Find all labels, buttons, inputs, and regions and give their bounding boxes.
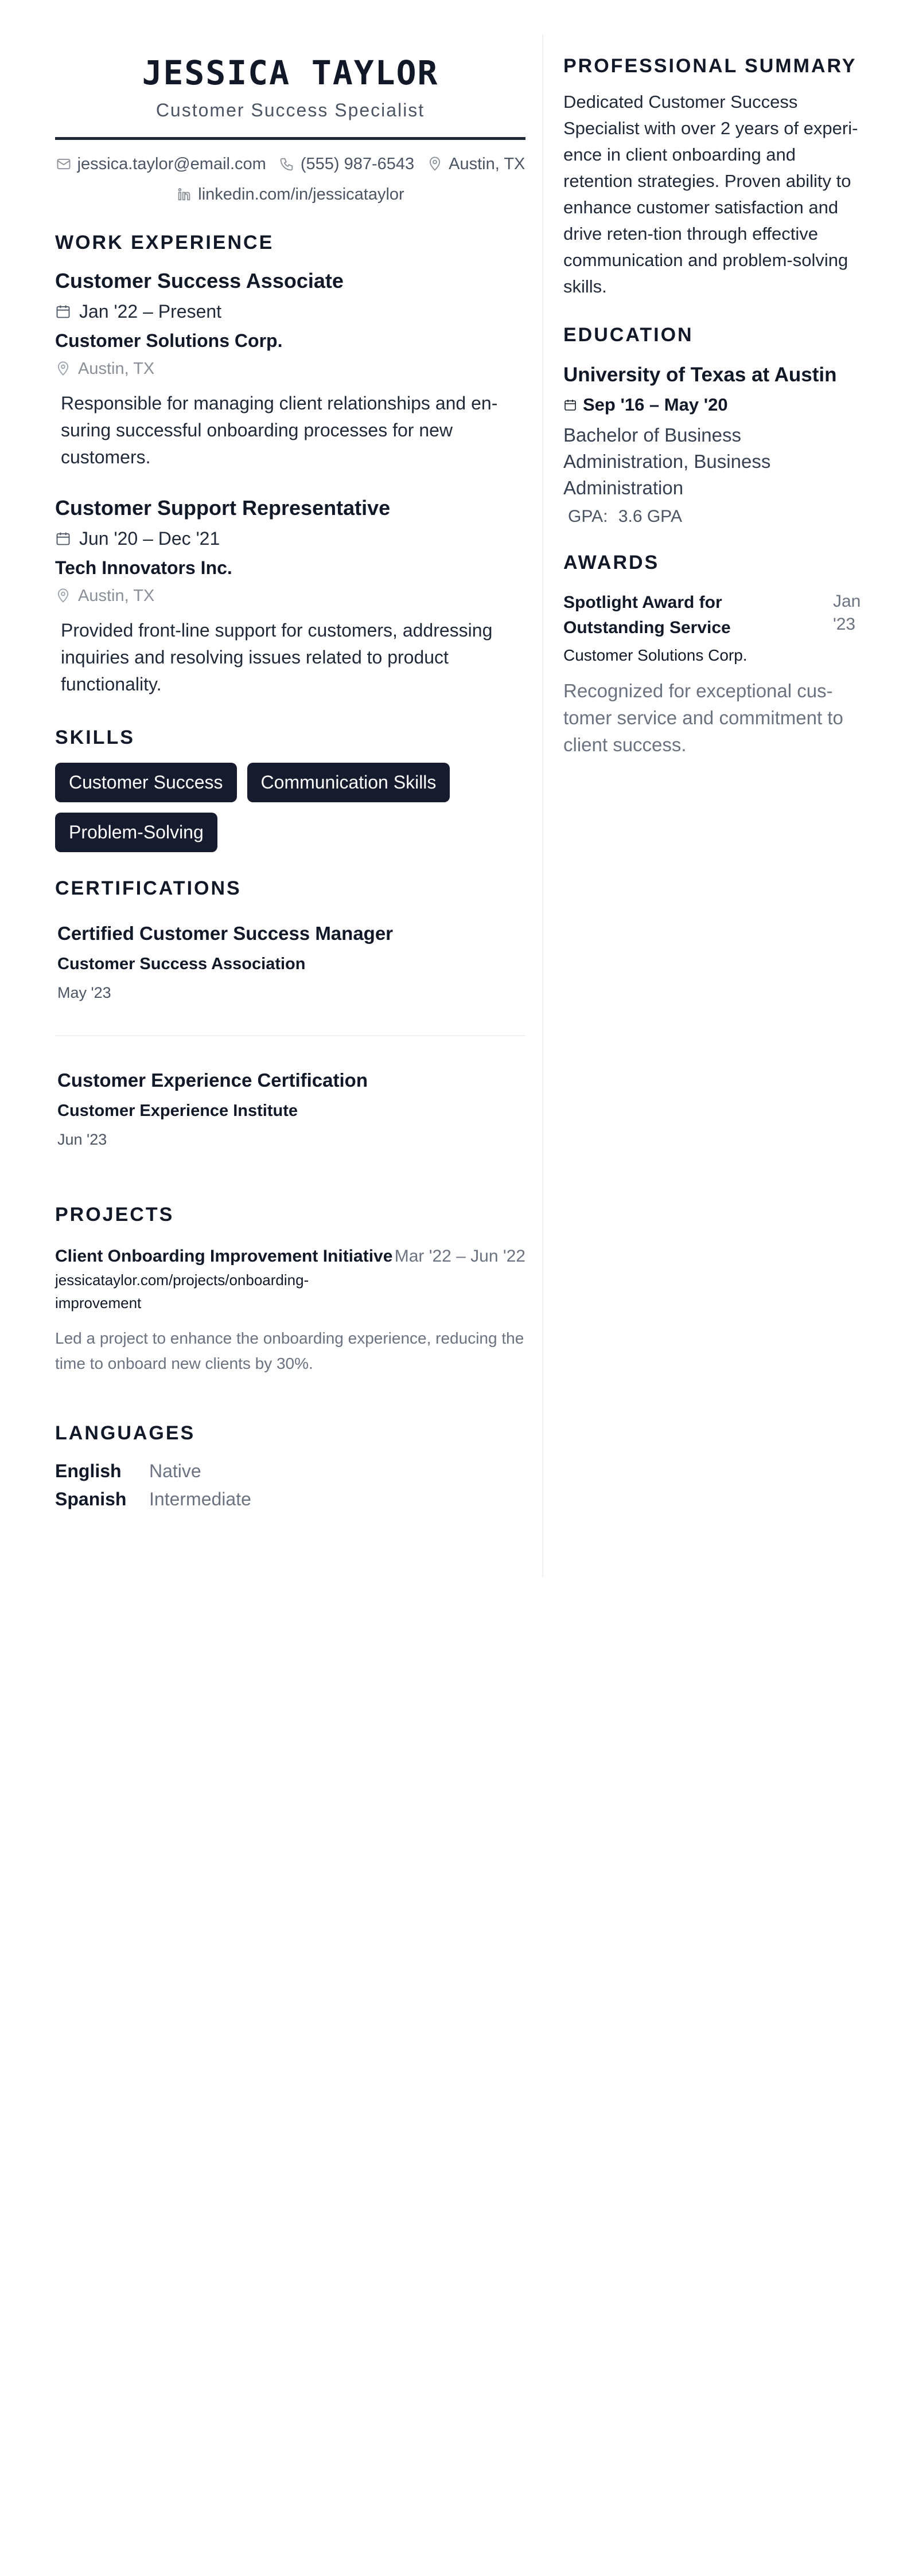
project-description: Led a project to enhance the onboarding experience, reducing the time to onboard new clients by 30%. xyxy=(55,1329,524,1372)
job-location-row xyxy=(55,587,525,606)
awards-title: AWARDS xyxy=(563,552,660,573)
skills-list xyxy=(55,763,525,852)
job-dates-row xyxy=(55,301,525,322)
skills-title: SKILLS xyxy=(55,726,135,748)
award-date: Jan '23 xyxy=(833,592,861,634)
job-dates-row xyxy=(55,528,525,549)
project-header xyxy=(55,1247,525,1266)
job-location: Austin, TX xyxy=(78,359,155,378)
phone-icon xyxy=(279,156,295,172)
linkedin-text: linkedin.com/in/jessicataylor xyxy=(198,185,404,204)
candidate-role: Customer Success Specialist xyxy=(155,99,425,120)
award-name: Spotlight Award for Outstanding Service xyxy=(563,593,731,637)
award-org: Customer Solutions Corp. xyxy=(563,646,748,664)
job-item xyxy=(55,496,525,698)
work-title: WORK EXPERIENCE xyxy=(55,231,274,253)
candidate-name: JESSICA TAYLOR xyxy=(142,53,439,92)
map-pin-icon xyxy=(55,361,71,377)
language-row xyxy=(55,1489,525,1510)
calendar-icon xyxy=(55,303,71,319)
cert-name: Customer Experience Certification xyxy=(57,1069,368,1091)
column-divider xyxy=(542,34,543,1577)
job-location: Austin, TX xyxy=(78,586,155,605)
language-row xyxy=(55,1461,525,1482)
contact-email[interactable] xyxy=(56,155,266,174)
cert-item xyxy=(55,923,525,1002)
summary-title: PROFESSIONAL SUMMARY xyxy=(563,55,857,77)
education-dates: Sep '16 – May '20 xyxy=(583,395,728,415)
skill-chip: Problem-Solving xyxy=(55,813,217,852)
contact-row-2 xyxy=(55,185,525,204)
summary-section xyxy=(563,55,867,300)
job-item xyxy=(55,269,525,471)
left-column xyxy=(55,34,525,1510)
job-location-row xyxy=(55,360,525,378)
map-pin-icon xyxy=(427,156,443,172)
cert-divider xyxy=(55,1035,525,1036)
job-dates: Jun '20 – Dec '21 xyxy=(79,528,220,549)
education-title: EDUCATION xyxy=(563,324,694,346)
cert-org: Customer Experience Institute xyxy=(57,1101,298,1120)
location-text: Austin, TX xyxy=(449,154,525,173)
work-section xyxy=(55,232,525,698)
contact-phone[interactable] xyxy=(279,155,414,174)
summary-text: Dedicated Customer Success Specialist with over 2 years of experi-ence in client onboarding and retention strategies. Proven ability to enhance customer satisfaction and drive reten-tion through effective communication and problem-solving skills. xyxy=(563,92,858,296)
languages-title: LANGUAGES xyxy=(55,1422,196,1444)
job-title: Customer Support Representative xyxy=(55,495,391,520)
gpa-label: GPA: xyxy=(568,507,608,526)
skill-chip: Communication Skills xyxy=(247,763,450,802)
phone-text: (555) 987-6543 xyxy=(300,154,415,173)
degree: Bachelor of Business Administration, Business Administration xyxy=(563,424,771,498)
languages-list xyxy=(55,1461,525,1510)
calendar-icon xyxy=(55,530,71,547)
education-dates-row xyxy=(563,395,867,415)
contact-row xyxy=(55,155,525,174)
language-level: Native xyxy=(149,1460,201,1481)
project-link[interactable]: jessicataylor.com/projects/onboarding-improvement xyxy=(55,1271,309,1312)
cert-date: May '23 xyxy=(57,983,111,1001)
education-section xyxy=(563,324,867,526)
certifications-title: CERTIFICATIONS xyxy=(55,877,242,899)
project-item xyxy=(55,1247,525,1376)
projects-title: PROJECTS xyxy=(55,1203,174,1225)
job-company: Tech Innovators Inc. xyxy=(55,557,232,578)
cert-item xyxy=(55,1070,525,1149)
linkedin-icon xyxy=(176,186,192,202)
language-level: Intermediate xyxy=(149,1488,251,1509)
job-title: Customer Success Associate xyxy=(55,268,344,292)
job-company: Customer Solutions Corp. xyxy=(55,330,283,351)
skill-chip: Customer Success xyxy=(55,763,237,802)
mail-icon xyxy=(56,156,72,172)
job-description: Provided front-line support for customers, addressing inquiries and resolving issues related to product functionality. xyxy=(61,619,493,694)
language-name: Spanish xyxy=(55,1488,127,1509)
project-name: Client Onboarding Improvement Initiative xyxy=(55,1246,393,1266)
map-pin-icon xyxy=(55,588,71,604)
contact-location xyxy=(427,155,525,174)
cert-name: Certified Customer Success Manager xyxy=(57,922,394,944)
gpa-value: 3.6 GPA xyxy=(618,507,682,526)
skills-section xyxy=(55,727,525,852)
header-rule xyxy=(55,137,525,140)
award-header xyxy=(563,590,867,641)
school-name: University of Texas at Austin xyxy=(563,364,837,386)
calendar-icon xyxy=(563,398,577,412)
email-text: jessica.taylor@email.com xyxy=(77,154,266,173)
contact-linkedin[interactable] xyxy=(176,185,404,204)
project-dates: Mar '22 – Jun '22 xyxy=(394,1246,525,1266)
gpa-row xyxy=(563,507,867,526)
awards-section xyxy=(563,552,867,758)
award-description: Recognized for exceptional cus-tomer service and commitment to client success. xyxy=(563,680,843,755)
job-description: Responsible for managing client relationships and en-suring successful onboarding processes for new customers. xyxy=(61,392,498,467)
right-column xyxy=(563,34,867,758)
languages-section xyxy=(55,1422,525,1510)
language-name: English xyxy=(55,1460,122,1481)
job-dates: Jan '22 – Present xyxy=(79,300,222,322)
certifications-section xyxy=(55,877,525,1149)
cert-date: Jun '23 xyxy=(57,1130,107,1148)
cert-org: Customer Success Association xyxy=(57,954,306,973)
projects-section xyxy=(55,1204,525,1376)
